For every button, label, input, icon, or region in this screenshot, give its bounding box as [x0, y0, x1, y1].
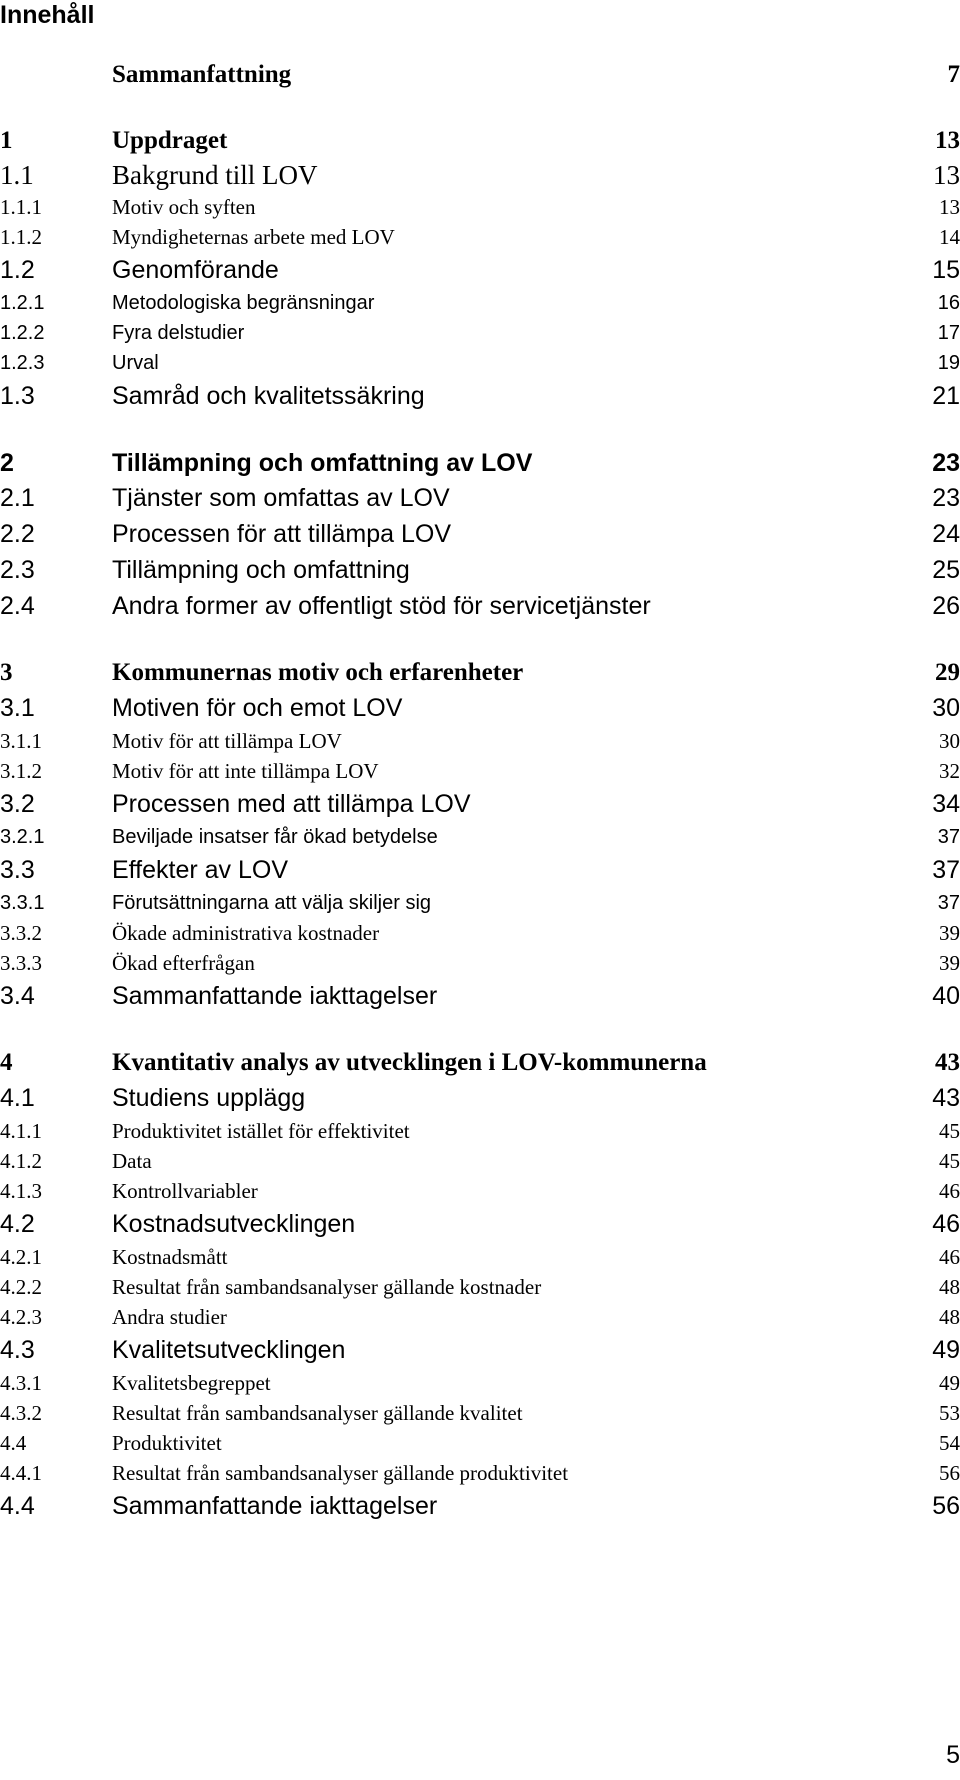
toc-entry[interactable]	[0, 1046, 960, 1080]
toc-entry-number: 3.3.3	[0, 951, 42, 975]
toc-entry[interactable]	[0, 1488, 960, 1524]
toc-entry-number: 4.4	[0, 1492, 35, 1520]
toc-entry-title: Förutsättningarna att välja skiljer sig	[112, 892, 432, 914]
toc-entry-title: Kvalitetsutvecklingen	[112, 1336, 346, 1364]
toc-entry[interactable]	[0, 726, 960, 756]
toc-entry-title: Processen för att tillämpa LOV	[112, 520, 452, 548]
toc-entry-title: Processen med att tillämpa LOV	[112, 790, 471, 818]
toc-entry-number: 4.1.1	[0, 1119, 42, 1143]
toc-entry-number: 2	[0, 449, 14, 477]
toc-entry-number: 3.1.1	[0, 729, 42, 753]
toc-entry[interactable]	[0, 552, 960, 588]
toc-entry-number: 3.1	[0, 694, 35, 722]
toc-entry[interactable]	[0, 822, 960, 852]
toc-entry-number: 1.1.1	[0, 195, 42, 219]
toc-entry-page: 39	[939, 921, 960, 945]
toc-entry[interactable]	[0, 158, 960, 192]
toc-entry-page: 30	[939, 729, 960, 753]
toc-entry-title: Metodologiska begränsningar	[112, 292, 375, 314]
toc-entry-number: 4.2.2	[0, 1275, 42, 1299]
toc-entry[interactable]	[0, 1272, 960, 1302]
toc-entry[interactable]	[0, 1176, 960, 1206]
toc-entry-number: 4.2.1	[0, 1245, 42, 1269]
toc-entry-page: 45	[939, 1149, 960, 1173]
toc-entry[interactable]	[0, 1428, 960, 1458]
toc-entry-page: 56	[932, 1492, 960, 1520]
toc-entry-title: Ökad efterfrågan	[112, 951, 255, 975]
toc-entry-page: 25	[932, 556, 960, 584]
toc-entry-number: 3.3.2	[0, 921, 42, 945]
toc-entry-number: 4.4.1	[0, 1461, 42, 1485]
toc-entry-page: 46	[932, 1210, 960, 1238]
toc-entry-page: 14	[939, 225, 960, 249]
toc-entry-page: 34	[932, 790, 960, 818]
toc-entry[interactable]	[0, 690, 960, 726]
toc-entry-title: Kontrollvariabler	[112, 1179, 258, 1203]
toc-entry-page: 13	[939, 195, 960, 219]
toc-entry-number: 4.3.2	[0, 1401, 42, 1425]
toc-entry-title: Ökade administrativa kostnader	[112, 921, 380, 945]
toc-entry-page: 23	[932, 484, 960, 512]
toc-entry-title: Sammanfattande iakttagelser	[112, 1492, 438, 1520]
toc-entry[interactable]	[0, 378, 960, 414]
toc-entry[interactable]	[0, 852, 960, 888]
toc-entry-title: Kvantitativ analys av utvecklingen i LOV-kommunerna	[112, 1049, 707, 1076]
toc-entry-number: 4.1	[0, 1084, 35, 1112]
toc-entry-title: Resultat från sambandsanalyser gällande produktivitet	[112, 1461, 569, 1485]
toc-entry-number: 1	[0, 127, 13, 154]
toc-entry-page: 16	[937, 292, 960, 314]
toc-entry-page: 19	[937, 352, 960, 374]
toc-entry-page: 17	[937, 322, 960, 344]
toc-entry-number: 3.1.2	[0, 759, 42, 783]
toc-entry-number: 1.2.2	[0, 322, 45, 344]
toc-entry-number: 4.1.2	[0, 1149, 42, 1173]
toc-entry-title: Effekter av LOV	[112, 856, 289, 884]
toc-entry-title: Andra former av offentligt stöd för servicetjänster	[112, 592, 651, 620]
toc-entry[interactable]	[0, 1398, 960, 1428]
toc-entry-page: 48	[939, 1305, 960, 1329]
toc-entry-title: Studiens upplägg	[112, 1084, 306, 1112]
toc-entry[interactable]	[0, 252, 960, 288]
toc-entry-page: 49	[939, 1371, 960, 1395]
toc-entry-page: 13	[935, 127, 960, 154]
toc-entry-title: Kvalitetsbegreppet	[112, 1371, 271, 1395]
toc-entry[interactable]	[0, 918, 960, 948]
toc-entry-title: Motiv för att tillämpa LOV	[112, 729, 342, 753]
toc-entry[interactable]	[0, 948, 960, 978]
toc-entry-number: 3.4	[0, 982, 35, 1010]
toc-entry-title: Tillämpning och omfattning	[112, 556, 410, 584]
toc-entry-page: 49	[932, 1336, 960, 1364]
toc-entry[interactable]	[0, 786, 960, 822]
toc-entry-page: 29	[935, 659, 960, 686]
toc-entry-number: 3	[0, 659, 13, 686]
toc-entry[interactable]	[0, 1146, 960, 1176]
toc-entry[interactable]	[0, 978, 960, 1014]
toc-entry[interactable]	[0, 756, 960, 786]
toc-entry-number: 3.2	[0, 790, 35, 818]
toc-entry-number: 4.2.3	[0, 1305, 42, 1329]
toc-entry-page: 39	[939, 951, 960, 975]
toc-entry-number: 2.2	[0, 520, 35, 548]
toc-entry-page: 37	[932, 856, 960, 884]
toc-entry-number: 3.3.1	[0, 892, 45, 914]
toc-entry-title: Bakgrund till LOV	[112, 160, 318, 190]
toc-entry-title: Uppdraget	[112, 127, 228, 154]
toc-entry-page: 26	[932, 592, 960, 620]
toc-entry-number: 3.3	[0, 856, 35, 884]
table-of-contents	[0, 58, 960, 1524]
toc-entry-title: Genomförande	[112, 256, 279, 284]
toc-entry-title: Tillämpning och omfattning av LOV	[112, 449, 533, 477]
toc-entry[interactable]	[0, 192, 960, 222]
toc-entry[interactable]	[0, 1080, 960, 1116]
toc-entry[interactable]	[0, 888, 960, 918]
toc-entry-title: Fyra delstudier	[112, 322, 245, 344]
toc-entry-title: Produktivitet istället för effektivitet	[112, 1119, 410, 1143]
toc-entry-title: Data	[112, 1149, 152, 1173]
toc-entry[interactable]	[0, 1368, 960, 1398]
toc-entry-page: 48	[939, 1275, 960, 1299]
toc-entry-title: Sammanfattning	[112, 61, 292, 88]
toc-entry[interactable]	[0, 1242, 960, 1272]
toc-entry-number: 2.1	[0, 484, 35, 512]
toc-entry-number: 1.3	[0, 382, 35, 410]
toc-entry[interactable]	[0, 222, 960, 252]
toc-entry-title: Kostnadsutvecklingen	[112, 1210, 356, 1238]
toc-entry-title: Motiv och syften	[112, 195, 256, 219]
toc-entry-number: 4.1.3	[0, 1179, 42, 1203]
toc-entry-number: 4.3	[0, 1336, 35, 1364]
toc-entry-title: Andra studier	[112, 1305, 227, 1329]
toc-entry-title: Myndigheternas arbete med LOV	[112, 225, 395, 249]
toc-entry-page: 43	[932, 1084, 960, 1112]
toc-entry[interactable]	[0, 1116, 960, 1146]
toc-entry[interactable]	[0, 288, 960, 318]
toc-entry-title: Tjänster som omfattas av LOV	[112, 484, 450, 512]
toc-entry-number: 4.2	[0, 1210, 35, 1238]
toc-entry-number: 1.2.3	[0, 352, 45, 374]
toc-entry-title: Resultat från sambandsanalyser gällande kvalitet	[112, 1401, 523, 1425]
toc-entry-title: Resultat från sambandsanalyser gällande kostnader	[112, 1275, 542, 1299]
toc-entry[interactable]	[0, 516, 960, 552]
toc-entry-page: 24	[932, 520, 960, 548]
toc-entry-title: Motiven för och emot LOV	[112, 694, 403, 722]
toc-entry-number: 1.2	[0, 256, 35, 284]
toc-entry-page: 46	[939, 1245, 960, 1269]
toc-entry[interactable]	[0, 1458, 960, 1488]
toc-entry[interactable]	[0, 318, 960, 348]
toc-entry-title: Urval	[112, 352, 159, 374]
toc-entry-title: Samråd och kvalitetssäkring	[112, 382, 425, 410]
toc-entry-title: Motiv för att inte tillämpa LOV	[112, 759, 379, 783]
toc-entry-page: 43	[935, 1049, 960, 1076]
toc-entry[interactable]	[0, 588, 960, 624]
toc-entry-page: 37	[937, 826, 960, 848]
toc-entry[interactable]	[0, 656, 960, 690]
toc-entry-page: 46	[939, 1179, 960, 1203]
toc-entry-page: 30	[932, 694, 960, 722]
toc-entry-page: 54	[939, 1431, 960, 1455]
toc-entry[interactable]	[0, 1302, 960, 1332]
toc-entry-title: Kostnadsmått	[112, 1245, 228, 1269]
toc-entry[interactable]	[0, 124, 960, 158]
toc-entry-number: 1.1	[0, 160, 34, 190]
page-number: 5	[946, 1741, 960, 1769]
toc-entry-number: 4.3.1	[0, 1371, 42, 1395]
toc-entry-number: 2.4	[0, 592, 35, 620]
toc-entry[interactable]	[0, 480, 960, 516]
toc-entry-number: 4.4	[0, 1431, 27, 1455]
toc-entry-title: Kommunernas motiv och erfarenheter	[112, 659, 524, 686]
toc-entry-number: 4	[0, 1049, 13, 1076]
toc-entry[interactable]	[0, 58, 960, 92]
toc-entry-page: 56	[939, 1461, 960, 1485]
toc-entry-number: 2.3	[0, 556, 35, 584]
toc-entry-number: 1.1.2	[0, 225, 42, 249]
toc-entry-page: 45	[939, 1119, 960, 1143]
toc-entry-number: 3.2.1	[0, 826, 45, 848]
toc-entry-page: 21	[932, 382, 960, 410]
toc-entry[interactable]	[0, 446, 960, 480]
toc-entry-title: Beviljade insatser får ökad betydelse	[112, 826, 438, 848]
toc-entry[interactable]	[0, 1206, 960, 1242]
toc-entry[interactable]	[0, 348, 960, 378]
toc-entry-page: 40	[932, 982, 960, 1010]
toc-entry-page: 32	[939, 759, 960, 783]
toc-entry-number: 1.2.1	[0, 292, 45, 314]
toc-entry-page: 15	[932, 256, 960, 284]
toc-entry-title: Produktivitet	[112, 1431, 222, 1455]
toc-entry-title: Sammanfattande iakttagelser	[112, 982, 438, 1010]
page-title: Innehåll	[0, 1, 95, 29]
toc-entry-page: 7	[947, 61, 960, 88]
toc-entry-page: 23	[932, 449, 960, 477]
toc-entry-page: 13	[933, 160, 960, 190]
toc-entry-page: 37	[937, 892, 960, 914]
toc-entry[interactable]	[0, 1332, 960, 1368]
toc-entry-page: 53	[939, 1401, 960, 1425]
